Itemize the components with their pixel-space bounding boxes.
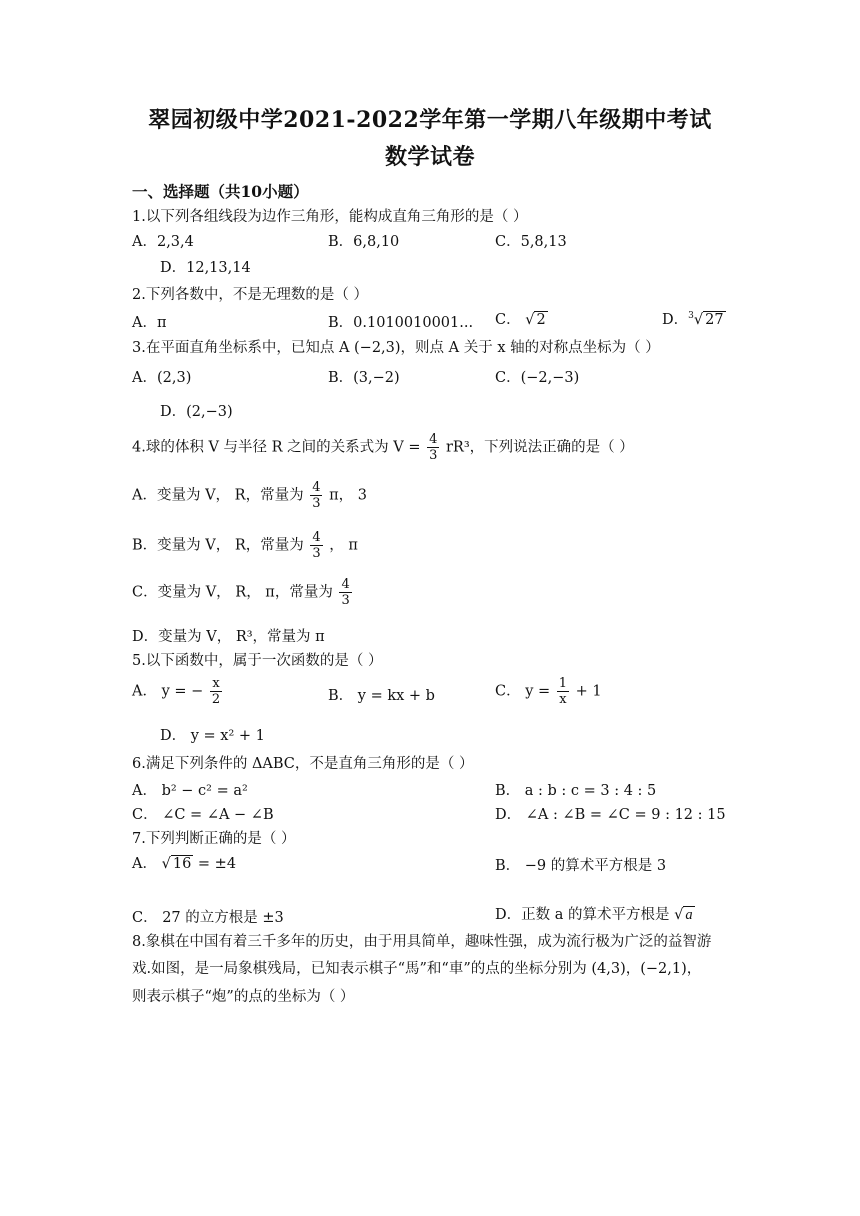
q4-option-a-pre: A．变量为 V， R，常量为: [132, 487, 304, 504]
q2-option-d-label: D．: [662, 312, 689, 328]
q4-option-c: [132, 577, 354, 608]
q1-stem: 1.以下列各组线段为边作三角形，能构成直角三角形的是（ ）: [132, 209, 528, 225]
section-heading: 一、选择题（共10小题）: [132, 182, 309, 201]
q4-option-a-post: π， 3: [329, 487, 367, 504]
q5-option-a: [132, 676, 224, 707]
q4-stem-pre: 4.球的体积 V 与半径 R 之间的关系式为 V =: [132, 439, 421, 456]
q6-option-b: B． a : b : c = 3 : 4 : 5: [495, 783, 657, 799]
q6-option-c: C． ∠C = ∠A − ∠B: [132, 807, 274, 823]
q4-option-a-fraction: [310, 480, 322, 511]
q5-option-b: B． y = kx + b: [328, 688, 435, 704]
q5-option-d: D． y = x² + 1: [160, 728, 265, 744]
q4-option-b: [132, 530, 358, 561]
q8-line-2: 戏.如图，是一局象棋残局，已知表示棋子“馬”和“車”的点的坐标分别为 (4,3)，(−2,1)，: [132, 961, 702, 977]
q4-option-b-num: 4: [312, 530, 321, 545]
q5-option-a-num: x: [212, 676, 220, 691]
q7-option-c: C． 27 的立方根是 ±3: [132, 910, 284, 926]
q4-option-c-num: 4: [341, 577, 350, 592]
sqrt-symbol: √ a: [674, 907, 693, 923]
q1-option-b: B．6,8,10: [328, 234, 400, 250]
q4-option-c-fraction: [339, 577, 351, 608]
q2-option-d-root-index: 3: [688, 311, 694, 322]
q3-option-c: C．(−2,−3): [495, 370, 580, 386]
q3-stem: 3.在平面直角坐标系中，已知点 A (−2,3)，则点 A 关于 x 轴的对称点坐标为（ ）: [132, 340, 660, 356]
q4-option-b-den: 3: [312, 546, 321, 561]
q1-option-d: D．12,13,14: [160, 260, 251, 276]
q7-option-b: B． −9 的算术平方根是 3: [495, 858, 667, 874]
q3-option-b: B．(3,−2): [328, 370, 400, 386]
q6-option-d: D． ∠A : ∠B = ∠C = 9 : 12 : 15: [495, 807, 726, 823]
q4-stem: [132, 432, 634, 463]
q6-option-a: A． b² − c² = a²: [132, 783, 248, 799]
q5-option-c-post: + 1: [575, 683, 602, 700]
q2-stem: 2.下列各数中，不是无理数的是（ ）: [132, 287, 368, 303]
q4-fraction-den: 3: [429, 448, 438, 463]
q5-option-c: [495, 676, 602, 707]
q1-option-c: C．5,8,13: [495, 234, 567, 250]
q7-option-d: [495, 903, 695, 924]
cube-root-symbol: √ 27: [693, 312, 724, 328]
q3-option-a: A．(2,3): [132, 370, 192, 386]
q4-option-d: D．变量为 V， R³，常量为 π: [132, 629, 325, 645]
q1-option-a: A．2,3,4: [132, 234, 194, 250]
q5-option-a-den: 2: [211, 692, 221, 707]
q5-option-a-fraction: [210, 676, 222, 707]
q4-option-b-post: ， π: [329, 537, 358, 554]
q5-option-c-num: 1: [558, 676, 568, 691]
q4-fraction: [427, 432, 439, 463]
q7-option-d-pre: D．正数 a 的算术平方根是: [495, 907, 670, 923]
exam-title: 翠园初级中学2021-2022学年第一学期八年级期中考试: [148, 107, 712, 133]
q7-option-a: [132, 852, 236, 873]
q4-option-a-den: 3: [312, 496, 321, 511]
q5-option-c-fraction: [557, 676, 569, 707]
q8-line-1: 8.象棋在中国有着三千多年的历史，由于用具简单，趣味性强，成为流行极为广泛的益智游: [132, 934, 712, 950]
q4-option-c-pre: C．变量为 V， R， π，常量为: [132, 584, 333, 601]
q4-option-a: [132, 480, 367, 511]
q2-option-b: B．0.1010010001...: [328, 315, 474, 331]
q7-option-a-radicand: 16: [172, 856, 192, 872]
q7-stem: 7.下列判断正确的是（ ）: [132, 831, 296, 847]
q4-option-b-fraction: [310, 530, 322, 561]
exam-subtitle: 数学试卷: [384, 144, 475, 170]
q7-option-d-radicand: a: [685, 907, 693, 923]
q3-option-d: D．(2,−3): [160, 404, 233, 420]
q5-option-c-den: x: [559, 692, 567, 707]
q7-option-a-label: A．: [132, 856, 157, 872]
q4-fraction-num: 4: [429, 432, 438, 447]
q4-option-a-num: 4: [312, 480, 321, 495]
q7-option-a-post: = ±4: [197, 856, 237, 872]
sqrt-symbol: √ 16: [161, 856, 192, 872]
q2-option-a: A．π: [132, 315, 167, 331]
q4-option-c-den: 3: [341, 593, 350, 608]
q4-stem-post: rR³，下列说法正确的是（ ）: [446, 439, 634, 456]
q5-option-a-pre: A． y = −: [132, 683, 204, 700]
q2-option-c-radicand: 2: [536, 312, 546, 328]
q2-option-c-label: C．: [495, 312, 521, 328]
q2-option-d-radicand: 27: [705, 312, 724, 328]
sqrt-symbol: √ 2: [525, 312, 546, 328]
q4-option-b-pre: B．变量为 V， R，常量为: [132, 537, 304, 554]
q8-line-3: 则表示棋子“炮”的点的坐标为（ ）: [132, 989, 355, 1005]
q5-option-c-pre: C． y =: [495, 683, 551, 700]
q2-option-c: [495, 308, 548, 329]
q5-stem: 5.以下函数中，属于一次函数的是（ ）: [132, 653, 383, 669]
q6-stem: 6.满足下列条件的 ΔABC，不是直角三角形的是（ ）: [132, 756, 474, 772]
q2-option-d: [662, 308, 726, 329]
